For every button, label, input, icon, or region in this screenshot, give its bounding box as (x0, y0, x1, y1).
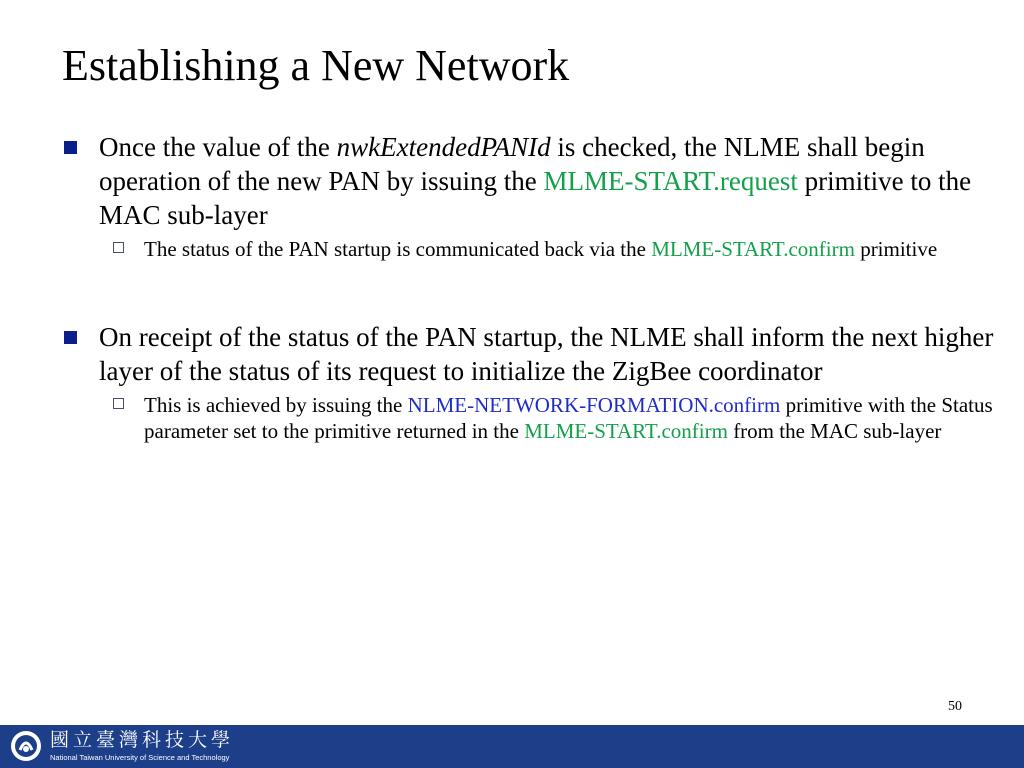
bullet-text-plain: Once the value of the (99, 132, 337, 162)
bullet-text-green: MLME-START.request (543, 166, 798, 196)
sub-bullet-text-plain: The status of the PAN startup is communicated back via the (144, 237, 652, 261)
bullet-item (62, 130, 1002, 232)
square-bullet-icon (64, 141, 77, 154)
page-number: 50 (948, 699, 962, 714)
bullet-group-2 (62, 320, 1002, 444)
sub-bullet-text-plain: primitive with the Status parameter set to the primitive returned in the (144, 393, 993, 443)
sub-bullet-text-plain: This is achieved by issuing the (144, 393, 408, 417)
bullet-group-1 (62, 130, 1002, 262)
sub-bullet-item (62, 236, 1002, 262)
hollow-square-bullet-icon (113, 242, 124, 253)
slide-title: Establishing a New Network (62, 41, 570, 90)
university-name-chinese: 國立臺灣科技大學 (50, 729, 235, 751)
slide-content (62, 130, 1002, 444)
university-name-english: National Taiwan University of Science and Technology (50, 753, 230, 762)
square-bullet-icon (64, 331, 77, 344)
sub-bullet-text-green: MLME-START.confirm (651, 237, 855, 261)
bullet-text-plain: On receipt of the status of the PAN startup, the NLME shall inform the next higher layer of the status of its request to initialize the ZigBee coordinator (99, 322, 994, 386)
footer-bar (0, 725, 1024, 768)
bullet-text-plain: is checked, the NLME shall begin operation of the new PAN by issuing the (99, 132, 925, 196)
bullet-item (62, 320, 1002, 388)
sub-bullet-text-plain: primitive (854, 237, 938, 261)
sub-bullet-text-green: MLME-START.confirm (524, 419, 728, 443)
bullet-text-italic: nwkExtendedPANId (336, 132, 551, 162)
bullet-text-plain: primitive to the MAC sub-layer (99, 166, 972, 230)
sub-bullet-text-plain: from the MAC sub-layer (727, 419, 942, 443)
hollow-square-bullet-icon (113, 398, 124, 409)
university-logo-icon (10, 730, 42, 762)
sub-bullet-text-blue: NLME-NETWORK-FORMATION.confirm (407, 393, 781, 417)
sub-bullet-item (62, 392, 1002, 444)
